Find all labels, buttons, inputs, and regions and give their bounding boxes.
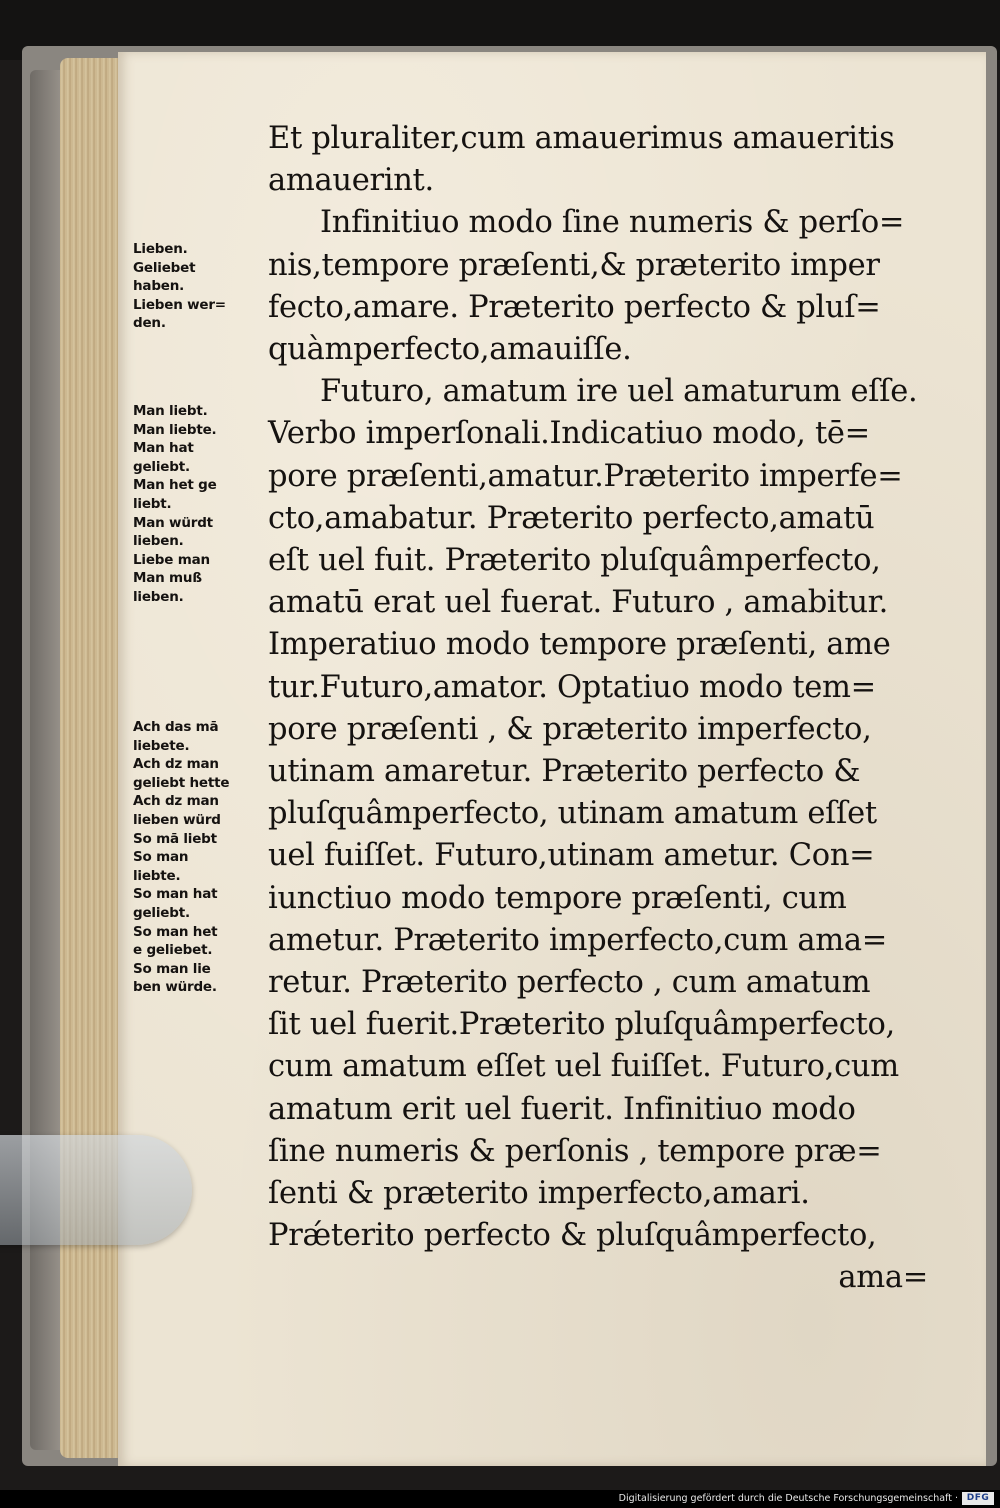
text-line: cto,amabatur. Præterito perfecto,amatū [268, 500, 875, 536]
text-line: cum amatum eſſet uel fuiſſet. Futuro,cum [268, 1049, 899, 1085]
gloss-line: Ach dz man [133, 793, 219, 810]
gloss-line: ben würde. [133, 979, 217, 996]
text-line: pore præſenti,amatur.Præterito imperfe= [268, 458, 903, 494]
gloss-line: Lieben wer= [133, 296, 226, 313]
text-line: eſt uel fuit. Præterito pluſquâmperfecto, [268, 543, 881, 579]
text-line: uel fuiſſet. Futuro,utinam ametur. Con= [268, 838, 875, 874]
text-line: retur. Præterito perfecto , cum amatum [268, 965, 871, 1001]
gloss-line: Man würdt [133, 514, 213, 531]
text-line: Imperatiuo modo tempore præſenti, ame [268, 627, 891, 663]
text-line: Prǽterito perfecto & pluſquâmperfecto, [268, 1218, 877, 1254]
plastic-page-holder [0, 1135, 192, 1245]
marginal-gloss-group-1 [133, 240, 263, 333]
gloss-line: Liebe man [133, 551, 210, 568]
gloss-line: den. [133, 315, 166, 332]
text-line: pore præſenti , & præterito imperfecto, [268, 711, 872, 747]
marginal-gloss-group-2 [133, 402, 263, 607]
gloss-line: Man liebt. [133, 403, 208, 419]
text-line: quàmperfecto,amauiſſe. [268, 332, 632, 368]
main-text-block [268, 118, 928, 1300]
gloss-line: Man hat [133, 440, 194, 457]
digitization-credit: Digitalisierung gefördert durch die Deutsche Forschungsgemeinschaft · [618, 1493, 958, 1504]
gloss-line: haben. [133, 278, 185, 295]
text-line: fecto,amare. Præterito perfecto & pluſ= [268, 289, 881, 325]
text-line: amatum erit uel fuerit. Infinitiuo modo [268, 1091, 856, 1127]
catchword: ama= [838, 1260, 928, 1296]
text-line: ſenti & præterito imperfecto,amari. [268, 1176, 810, 1212]
text-line: pluſquâmperfecto, utinam amatum eſſet [268, 796, 877, 832]
text-line: ſine numeris & perſonis , tempore præ= [268, 1133, 882, 1169]
gloss-line: lieben. [133, 588, 184, 605]
text-line: ſit uel fuerit.Præterito pluſquâmperfecto, [268, 1007, 895, 1043]
gloss-line: liebte. [133, 867, 181, 884]
text-line: nis,tempore præſenti,& præterito imper [268, 247, 880, 283]
gloss-line: So man hat [133, 886, 218, 903]
gloss-line: geliebt hette [133, 774, 230, 791]
gloss-line: lieben. [133, 533, 184, 550]
text-line: Infinitiuo modo ſine numeris & perſo= [320, 205, 905, 241]
text-line: iunctiuo modo tempore præſenti, cum [268, 880, 847, 916]
text-line: ametur. Præterito imperfecto,cum ama= [268, 922, 888, 958]
gloss-line: Geliebet [133, 259, 196, 276]
gloss-line: e geliebet. [133, 942, 213, 959]
text-line: utinam amaretur. Præterito perfecto & [268, 754, 861, 790]
text-line: tur.Futuro,amator. Optatiuo modo tem= [268, 669, 876, 705]
text-line: Futuro, amatum ire uel amaturum eſſe. [320, 374, 918, 410]
gloss-line: So man [133, 849, 189, 866]
gloss-line: Man muß [133, 570, 202, 587]
gloss-line: lieben würd [133, 811, 221, 828]
gloss-line: So man lie [133, 960, 211, 977]
dfg-logo: DFG [962, 1492, 994, 1505]
marginal-gloss-group-3 [133, 718, 263, 997]
gloss-line: liebete. [133, 737, 190, 754]
gloss-line: Lieben. [133, 241, 188, 257]
gloss-line: geliebt. [133, 904, 190, 921]
text-line: Verbo imperſonali.Indicatiuo modo, tē= [268, 416, 870, 452]
gloss-line: geliebt. [133, 458, 190, 475]
gloss-line: So mā liebt [133, 830, 217, 847]
gloss-line: Man liebte. [133, 421, 217, 438]
gloss-line: Ach das mā [133, 719, 219, 735]
text-line: amatū erat uel fuerat. Futuro , amabitur. [268, 585, 889, 621]
gloss-line: liebt. [133, 495, 172, 512]
gloss-line: Ach dz man [133, 756, 219, 773]
text-line: amauerint. [268, 163, 434, 199]
gloss-line: Man het ge [133, 477, 217, 494]
gloss-line: So man het [133, 923, 218, 940]
text-line: Et pluraliter,cum amauerimus amaueritis [268, 121, 895, 156]
